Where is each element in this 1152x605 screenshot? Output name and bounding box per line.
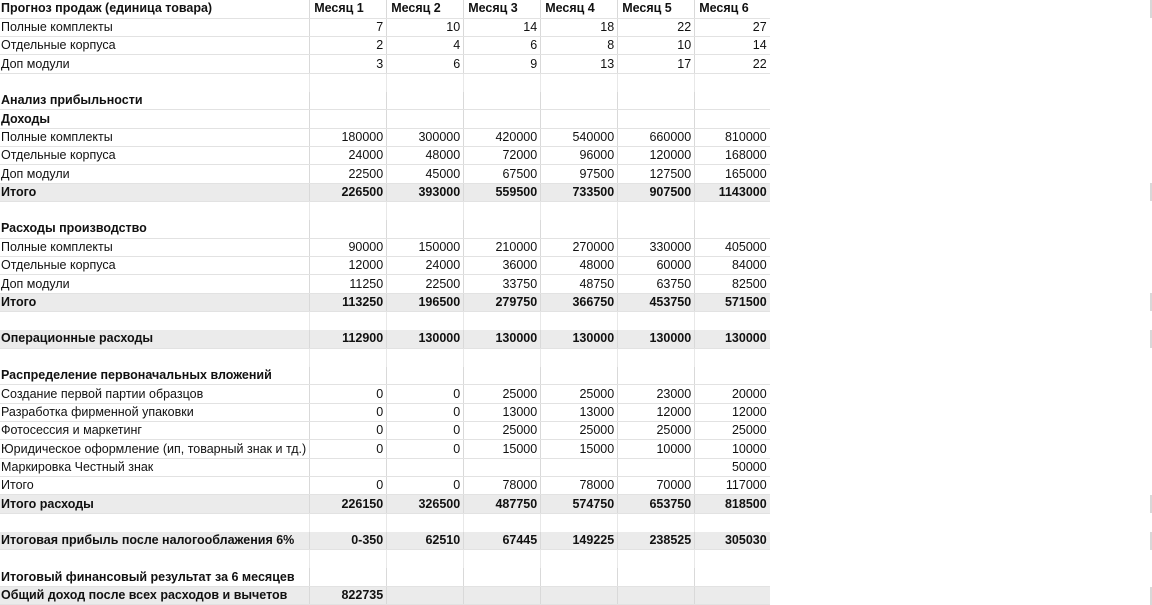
sheet-title-cell[interactable]: Прогноз продаж (единица товара) bbox=[0, 0, 310, 18]
value-cell-month-3[interactable] bbox=[464, 568, 541, 586]
value-cell-month-4[interactable] bbox=[541, 110, 618, 128]
section-row bbox=[0, 568, 770, 586]
section-row bbox=[0, 110, 770, 128]
value-cell-month-5[interactable] bbox=[618, 568, 695, 586]
value-cell-month-6[interactable]: 117000 bbox=[695, 477, 770, 495]
value-cell-month-4[interactable]: 48000 bbox=[541, 257, 618, 275]
total-row bbox=[0, 330, 770, 348]
value-cell-month-6[interactable]: 12000 bbox=[695, 403, 770, 421]
value-cell-month-4[interactable] bbox=[541, 92, 618, 110]
value-cell-month-6[interactable]: 27 bbox=[695, 18, 770, 36]
value-cell-month-5[interactable] bbox=[618, 587, 695, 605]
value-cell-month-4[interactable]: 96000 bbox=[541, 147, 618, 165]
row-label-cell[interactable]: Отдельные корпуса bbox=[0, 257, 310, 275]
row-label-cell[interactable]: Итого bbox=[0, 477, 310, 495]
value-cell-month-1[interactable] bbox=[310, 110, 387, 128]
value-cell-month-3[interactable]: 9 bbox=[464, 55, 541, 73]
table-row bbox=[0, 458, 770, 476]
value-cell-month-2[interactable]: 0 bbox=[387, 477, 464, 495]
table-row bbox=[0, 440, 770, 458]
value-cell-month-4[interactable] bbox=[541, 367, 618, 385]
value-cell-month-1[interactable] bbox=[310, 550, 387, 568]
value-cell-month-5[interactable]: 907500 bbox=[618, 183, 695, 201]
value-cell-month-3[interactable]: 130000 bbox=[464, 330, 541, 348]
total-row bbox=[0, 293, 770, 311]
month-header-2[interactable]: Месяц 2 bbox=[387, 0, 464, 18]
row-label-cell[interactable]: Полные комплекты bbox=[0, 128, 310, 146]
value-cell-month-4[interactable]: 25000 bbox=[541, 422, 618, 440]
value-cell-month-2[interactable]: 0 bbox=[387, 403, 464, 421]
row-label-cell[interactable]: Распределение первоначальных вложений bbox=[0, 367, 310, 385]
value-cell-month-5[interactable]: 660000 bbox=[618, 128, 695, 146]
value-cell-month-3[interactable]: 25000 bbox=[464, 385, 541, 403]
row-label-cell[interactable] bbox=[0, 513, 310, 531]
value-cell-month-5[interactable] bbox=[618, 73, 695, 91]
blank-row bbox=[0, 312, 770, 330]
value-cell-month-2[interactable] bbox=[387, 312, 464, 330]
value-cell-month-4[interactable] bbox=[541, 312, 618, 330]
value-cell-month-2[interactable]: 22500 bbox=[387, 275, 464, 293]
header-row bbox=[0, 0, 770, 18]
value-cell-month-6[interactable]: 84000 bbox=[695, 257, 770, 275]
value-cell-month-3[interactable] bbox=[464, 513, 541, 531]
value-cell-month-1[interactable]: 0 bbox=[310, 403, 387, 421]
value-cell-month-1[interactable] bbox=[310, 202, 387, 220]
value-cell-month-3[interactable]: 559500 bbox=[464, 183, 541, 201]
value-cell-month-3[interactable] bbox=[464, 110, 541, 128]
value-cell-month-1[interactable]: 180000 bbox=[310, 128, 387, 146]
value-cell-month-4[interactable]: 18 bbox=[541, 18, 618, 36]
value-cell-month-1[interactable]: 11250 bbox=[310, 275, 387, 293]
value-cell-month-4[interactable]: 78000 bbox=[541, 477, 618, 495]
row-label-cell[interactable]: Итого bbox=[0, 183, 310, 201]
value-cell-month-2[interactable]: 6 bbox=[387, 55, 464, 73]
value-cell-month-3[interactable]: 15000 bbox=[464, 440, 541, 458]
value-cell-month-6[interactable]: 82500 bbox=[695, 275, 770, 293]
value-cell-month-6[interactable]: 20000 bbox=[695, 385, 770, 403]
value-cell-month-5[interactable] bbox=[618, 550, 695, 568]
value-cell-month-6[interactable] bbox=[695, 587, 770, 605]
value-cell-month-1[interactable] bbox=[310, 367, 387, 385]
value-cell-month-1[interactable]: 822735 bbox=[310, 587, 387, 605]
value-cell-month-3[interactable]: 420000 bbox=[464, 128, 541, 146]
value-cell-month-6[interactable] bbox=[695, 367, 770, 385]
value-cell-month-2[interactable] bbox=[387, 73, 464, 91]
value-cell-month-6[interactable]: 130000 bbox=[695, 330, 770, 348]
value-cell-month-2[interactable] bbox=[387, 220, 464, 238]
value-cell-month-6[interactable]: 305030 bbox=[695, 532, 770, 550]
value-cell-month-6[interactable] bbox=[695, 312, 770, 330]
row-label-cell[interactable]: Отдельные корпуса bbox=[0, 37, 310, 55]
value-cell-month-2[interactable] bbox=[387, 513, 464, 531]
value-cell-month-2[interactable]: 0 bbox=[387, 422, 464, 440]
value-cell-month-3[interactable] bbox=[464, 202, 541, 220]
value-cell-month-5[interactable]: 120000 bbox=[618, 147, 695, 165]
value-cell-month-3[interactable]: 78000 bbox=[464, 477, 541, 495]
value-cell-month-2[interactable] bbox=[387, 110, 464, 128]
value-cell-month-6[interactable]: 14 bbox=[695, 37, 770, 55]
value-cell-month-4[interactable]: 574750 bbox=[541, 495, 618, 513]
row-label-cell[interactable]: Отдельные корпуса bbox=[0, 147, 310, 165]
blank-row bbox=[0, 202, 770, 220]
month-header-4[interactable]: Месяц 4 bbox=[541, 0, 618, 18]
value-cell-month-3[interactable]: 279750 bbox=[464, 293, 541, 311]
table-row bbox=[0, 37, 770, 55]
value-cell-month-1[interactable]: 226150 bbox=[310, 495, 387, 513]
row-label-cell[interactable]: Доп модули bbox=[0, 165, 310, 183]
value-cell-month-6[interactable]: 818500 bbox=[695, 495, 770, 513]
value-cell-month-6[interactable]: 165000 bbox=[695, 165, 770, 183]
value-cell-month-3[interactable]: 6 bbox=[464, 37, 541, 55]
table-row bbox=[0, 477, 770, 495]
value-cell-month-5[interactable]: 653750 bbox=[618, 495, 695, 513]
value-cell-month-4[interactable]: 366750 bbox=[541, 293, 618, 311]
table-row bbox=[0, 55, 770, 73]
value-cell-month-5[interactable]: 12000 bbox=[618, 403, 695, 421]
row-label-cell[interactable]: Итого bbox=[0, 293, 310, 311]
value-cell-month-3[interactable]: 25000 bbox=[464, 422, 541, 440]
value-cell-month-2[interactable]: 130000 bbox=[387, 330, 464, 348]
value-cell-month-4[interactable]: 15000 bbox=[541, 440, 618, 458]
row-label-cell[interactable]: Полные комплекты bbox=[0, 238, 310, 256]
value-cell-month-6[interactable] bbox=[695, 202, 770, 220]
value-cell-month-1[interactable]: 0 bbox=[310, 477, 387, 495]
value-cell-month-1[interactable]: 2 bbox=[310, 37, 387, 55]
value-cell-month-6[interactable]: 1143000 bbox=[695, 183, 770, 201]
value-cell-month-5[interactable]: 25000 bbox=[618, 422, 695, 440]
row-label-cell[interactable]: Итого расходы bbox=[0, 495, 310, 513]
value-cell-month-4[interactable]: 130000 bbox=[541, 330, 618, 348]
row-label-cell[interactable]: Создание первой партии образцов bbox=[0, 385, 310, 403]
value-cell-month-2[interactable]: 300000 bbox=[387, 128, 464, 146]
value-cell-month-2[interactable] bbox=[387, 202, 464, 220]
value-cell-month-4[interactable]: 270000 bbox=[541, 238, 618, 256]
value-cell-month-3[interactable] bbox=[464, 458, 541, 476]
row-label-cell[interactable]: Доп модули bbox=[0, 275, 310, 293]
value-cell-month-4[interactable] bbox=[541, 458, 618, 476]
row-label-cell[interactable]: Итоговая прибыль после налогооблажения 6% bbox=[0, 532, 310, 550]
value-cell-month-1[interactable] bbox=[310, 568, 387, 586]
month-header-5[interactable]: Месяц 5 bbox=[618, 0, 695, 18]
value-cell-month-2[interactable]: 48000 bbox=[387, 147, 464, 165]
value-cell-month-5[interactable]: 63750 bbox=[618, 275, 695, 293]
row-label-cell[interactable] bbox=[0, 202, 310, 220]
value-cell-month-4[interactable]: 48750 bbox=[541, 275, 618, 293]
value-cell-month-4[interactable]: 149225 bbox=[541, 532, 618, 550]
value-cell-month-1[interactable]: 0 bbox=[310, 440, 387, 458]
total-row bbox=[0, 495, 770, 513]
value-cell-month-2[interactable]: 326500 bbox=[387, 495, 464, 513]
value-cell-month-5[interactable]: 17 bbox=[618, 55, 695, 73]
row-label-cell[interactable]: Расходы производство bbox=[0, 220, 310, 238]
value-cell-month-1[interactable] bbox=[310, 348, 387, 366]
value-cell-month-2[interactable] bbox=[387, 568, 464, 586]
value-cell-month-6[interactable]: 25000 bbox=[695, 422, 770, 440]
value-cell-month-4[interactable] bbox=[541, 513, 618, 531]
value-cell-month-1[interactable] bbox=[310, 513, 387, 531]
value-cell-month-5[interactable] bbox=[618, 458, 695, 476]
value-cell-month-2[interactable] bbox=[387, 550, 464, 568]
row-label-cell[interactable]: Фотосессия и маркетинг bbox=[0, 422, 310, 440]
value-cell-month-1[interactable] bbox=[310, 312, 387, 330]
blank-row bbox=[0, 73, 770, 91]
value-cell-month-6[interactable] bbox=[695, 220, 770, 238]
value-cell-month-6[interactable]: 10000 bbox=[695, 440, 770, 458]
value-cell-month-2[interactable] bbox=[387, 367, 464, 385]
value-cell-month-5[interactable]: 453750 bbox=[618, 293, 695, 311]
value-cell-month-1[interactable]: 0 bbox=[310, 422, 387, 440]
table-row bbox=[0, 257, 770, 275]
row-label-cell[interactable] bbox=[0, 550, 310, 568]
value-cell-month-3[interactable] bbox=[464, 312, 541, 330]
value-cell-month-5[interactable] bbox=[618, 92, 695, 110]
value-cell-month-3[interactable]: 14 bbox=[464, 18, 541, 36]
value-cell-month-2[interactable] bbox=[387, 92, 464, 110]
row-label-cell[interactable]: Доп модули bbox=[0, 55, 310, 73]
value-cell-month-1[interactable]: 112900 bbox=[310, 330, 387, 348]
value-cell-month-5[interactable]: 10 bbox=[618, 37, 695, 55]
value-cell-month-3[interactable] bbox=[464, 550, 541, 568]
value-cell-month-2[interactable] bbox=[387, 348, 464, 366]
value-cell-month-1[interactable]: 226500 bbox=[310, 183, 387, 201]
value-cell-month-3[interactable]: 72000 bbox=[464, 147, 541, 165]
value-cell-month-6[interactable]: 810000 bbox=[695, 128, 770, 146]
row-label-cell[interactable]: Анализ прибыльности bbox=[0, 92, 310, 110]
value-cell-month-5[interactable]: 130000 bbox=[618, 330, 695, 348]
value-cell-month-6[interactable]: 168000 bbox=[695, 147, 770, 165]
row-label-cell[interactable]: Операционные расходы bbox=[0, 330, 310, 348]
value-cell-month-6[interactable]: 22 bbox=[695, 55, 770, 73]
row-label-cell[interactable]: Маркировка Честный знак bbox=[0, 458, 310, 476]
row-label-cell[interactable]: Общий доход после всех расходов и вычетов bbox=[0, 587, 310, 605]
blank-row bbox=[0, 550, 770, 568]
value-cell-month-4[interactable]: 13000 bbox=[541, 403, 618, 421]
value-cell-month-5[interactable] bbox=[618, 312, 695, 330]
value-cell-month-4[interactable] bbox=[541, 587, 618, 605]
value-cell-month-1[interactable]: 7 bbox=[310, 18, 387, 36]
row-label-cell[interactable]: Итоговый финансовый результат за 6 месяцев bbox=[0, 568, 310, 586]
month-header-1[interactable]: Месяц 1 bbox=[310, 0, 387, 18]
value-cell-month-3[interactable]: 36000 bbox=[464, 257, 541, 275]
value-cell-month-5[interactable]: 238525 bbox=[618, 532, 695, 550]
value-cell-month-2[interactable] bbox=[387, 458, 464, 476]
month-header-6[interactable]: Месяц 6 bbox=[695, 0, 770, 18]
table-row bbox=[0, 128, 770, 146]
value-cell-month-2[interactable]: 196500 bbox=[387, 293, 464, 311]
value-cell-month-1[interactable]: 24000 bbox=[310, 147, 387, 165]
section-row bbox=[0, 367, 770, 385]
value-cell-month-2[interactable]: 4 bbox=[387, 37, 464, 55]
total-row bbox=[0, 532, 770, 550]
value-cell-month-6[interactable] bbox=[695, 513, 770, 531]
row-label-cell[interactable]: Доходы bbox=[0, 110, 310, 128]
total-row bbox=[0, 183, 770, 201]
value-cell-month-6[interactable] bbox=[695, 568, 770, 586]
value-cell-month-1[interactable] bbox=[310, 220, 387, 238]
value-cell-month-1[interactable]: 3 bbox=[310, 55, 387, 73]
value-cell-month-5[interactable] bbox=[618, 110, 695, 128]
value-cell-month-5[interactable]: 10000 bbox=[618, 440, 695, 458]
value-cell-month-2[interactable]: 24000 bbox=[387, 257, 464, 275]
table-row bbox=[0, 275, 770, 293]
value-cell-month-5[interactable] bbox=[618, 348, 695, 366]
value-cell-month-4[interactable]: 8 bbox=[541, 37, 618, 55]
value-cell-month-4[interactable]: 25000 bbox=[541, 385, 618, 403]
section-row bbox=[0, 220, 770, 238]
value-cell-month-3[interactable] bbox=[464, 348, 541, 366]
value-cell-month-2[interactable]: 393000 bbox=[387, 183, 464, 201]
value-cell-month-3[interactable] bbox=[464, 220, 541, 238]
table-row bbox=[0, 422, 770, 440]
value-cell-month-3[interactable]: 67500 bbox=[464, 165, 541, 183]
blank-row bbox=[0, 513, 770, 531]
value-cell-month-3[interactable]: 487750 bbox=[464, 495, 541, 513]
value-cell-month-1[interactable]: 0-350 bbox=[310, 532, 387, 550]
value-cell-month-3[interactable] bbox=[464, 92, 541, 110]
value-cell-month-1[interactable]: 113250 bbox=[310, 293, 387, 311]
row-label-cell[interactable] bbox=[0, 73, 310, 91]
value-cell-month-3[interactable] bbox=[464, 587, 541, 605]
value-cell-month-2[interactable]: 62510 bbox=[387, 532, 464, 550]
value-cell-month-3[interactable] bbox=[464, 367, 541, 385]
value-cell-month-1[interactable] bbox=[310, 458, 387, 476]
value-cell-month-6[interactable] bbox=[695, 110, 770, 128]
value-cell-month-2[interactable]: 0 bbox=[387, 440, 464, 458]
value-cell-month-5[interactable] bbox=[618, 367, 695, 385]
value-cell-month-3[interactable] bbox=[464, 73, 541, 91]
row-label-cell[interactable]: Юридическое оформление (ип, товарный знак и тд.) bbox=[0, 440, 310, 458]
blank-row bbox=[0, 348, 770, 366]
section-row bbox=[0, 92, 770, 110]
value-cell-month-4[interactable]: 733500 bbox=[541, 183, 618, 201]
value-cell-month-2[interactable]: 45000 bbox=[387, 165, 464, 183]
value-cell-month-2[interactable]: 0 bbox=[387, 385, 464, 403]
table-row bbox=[0, 18, 770, 36]
value-cell-month-2[interactable]: 150000 bbox=[387, 238, 464, 256]
value-cell-month-5[interactable]: 23000 bbox=[618, 385, 695, 403]
value-cell-month-1[interactable] bbox=[310, 73, 387, 91]
value-cell-month-5[interactable] bbox=[618, 513, 695, 531]
value-cell-month-2[interactable]: 10 bbox=[387, 18, 464, 36]
value-cell-month-6[interactable] bbox=[695, 73, 770, 91]
value-cell-month-5[interactable]: 127500 bbox=[618, 165, 695, 183]
value-cell-month-3[interactable]: 67445 bbox=[464, 532, 541, 550]
value-cell-month-4[interactable] bbox=[541, 348, 618, 366]
value-cell-month-3[interactable]: 210000 bbox=[464, 238, 541, 256]
table-row bbox=[0, 403, 770, 421]
value-cell-month-5[interactable]: 60000 bbox=[618, 257, 695, 275]
table-row bbox=[0, 385, 770, 403]
table-row bbox=[0, 147, 770, 165]
value-cell-month-4[interactable] bbox=[541, 73, 618, 91]
value-cell-month-4[interactable]: 540000 bbox=[541, 128, 618, 146]
value-cell-month-5[interactable] bbox=[618, 202, 695, 220]
value-cell-month-3[interactable]: 33750 bbox=[464, 275, 541, 293]
value-cell-month-6[interactable] bbox=[695, 348, 770, 366]
value-cell-month-2[interactable] bbox=[387, 587, 464, 605]
value-cell-month-4[interactable] bbox=[541, 202, 618, 220]
value-cell-month-6[interactable]: 50000 bbox=[695, 458, 770, 476]
value-cell-month-6[interactable]: 571500 bbox=[695, 293, 770, 311]
month-header-3[interactable]: Месяц 3 bbox=[464, 0, 541, 18]
value-cell-month-6[interactable]: 405000 bbox=[695, 238, 770, 256]
value-cell-month-5[interactable]: 330000 bbox=[618, 238, 695, 256]
total-row bbox=[0, 587, 770, 605]
value-cell-month-1[interactable]: 22500 bbox=[310, 165, 387, 183]
row-label-cell[interactable]: Полные комплекты bbox=[0, 18, 310, 36]
row-label-cell[interactable] bbox=[0, 312, 310, 330]
row-label-cell[interactable]: Разработка фирменной упаковки bbox=[0, 403, 310, 421]
value-cell-month-5[interactable]: 70000 bbox=[618, 477, 695, 495]
value-cell-month-4[interactable] bbox=[541, 550, 618, 568]
value-cell-month-5[interactable]: 22 bbox=[618, 18, 695, 36]
value-cell-month-6[interactable] bbox=[695, 92, 770, 110]
table-row bbox=[0, 165, 770, 183]
table-row bbox=[0, 238, 770, 256]
value-cell-month-3[interactable]: 13000 bbox=[464, 403, 541, 421]
value-cell-month-5[interactable] bbox=[618, 220, 695, 238]
value-cell-month-6[interactable] bbox=[695, 550, 770, 568]
value-cell-month-4[interactable]: 97500 bbox=[541, 165, 618, 183]
value-cell-month-4[interactable] bbox=[541, 568, 618, 586]
value-cell-month-4[interactable]: 13 bbox=[541, 55, 618, 73]
value-cell-month-4[interactable] bbox=[541, 220, 618, 238]
value-cell-month-1[interactable]: 90000 bbox=[310, 238, 387, 256]
value-cell-month-1[interactable] bbox=[310, 92, 387, 110]
value-cell-month-1[interactable]: 0 bbox=[310, 385, 387, 403]
row-label-cell[interactable] bbox=[0, 348, 310, 366]
value-cell-month-1[interactable]: 12000 bbox=[310, 257, 387, 275]
